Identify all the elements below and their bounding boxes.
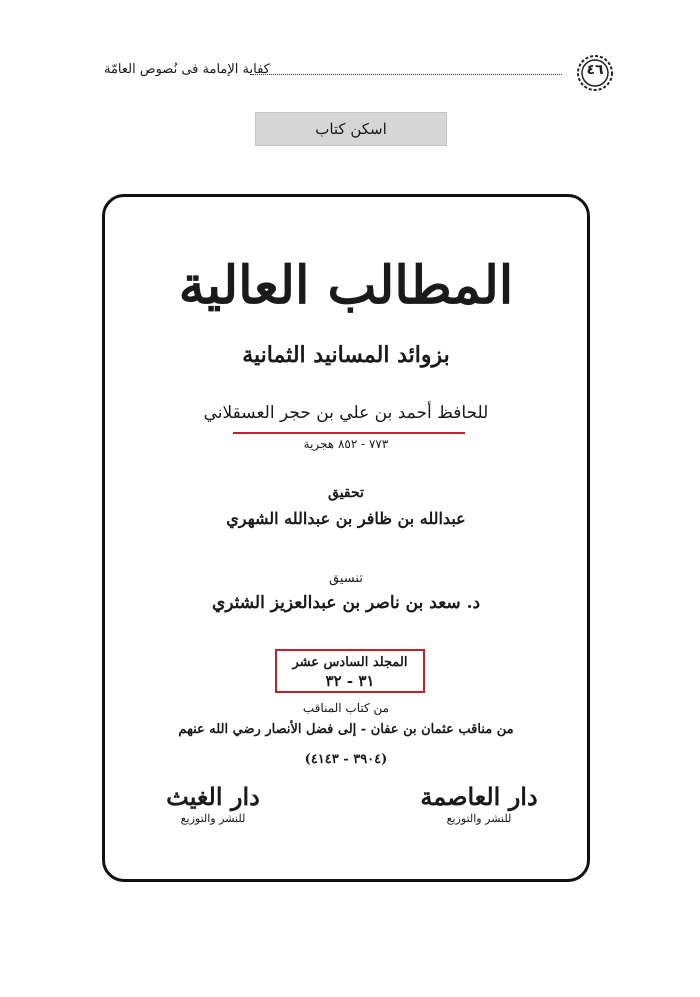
running-title: كفاية الإمامة فى نُصوص العامّة	[104, 62, 270, 77]
page-number: ٤٦	[586, 62, 604, 78]
publisher-left	[143, 782, 283, 826]
hadith-range: (٣٩٠٤ - ٤١٤٣)	[304, 752, 388, 767]
coordination-label: تنسيق	[329, 571, 363, 586]
publisher-right-name: دار العاصمة	[420, 782, 538, 811]
cover-title: المطالب العالية	[178, 255, 514, 316]
page-header	[100, 50, 620, 96]
publisher-left-tagline: للنشر والتوزيع	[180, 812, 246, 825]
publisher-left-name: دار الغيث	[166, 782, 260, 811]
publisher-right	[409, 782, 549, 826]
header-dotted-rule	[250, 74, 562, 75]
cover-author: للحافظ أحمد بن علي بن حجر العسقلاني	[203, 403, 489, 423]
book-cover	[102, 194, 590, 882]
coordination-name: د. سعد بن ناصر بن عبدالعزيز الشثري	[211, 593, 481, 613]
tahqiq-name: عبدالله بن ظافر بن عبدالله الشهري	[226, 509, 466, 528]
author-underline	[233, 432, 465, 434]
volume-name: المجلد السادس عشر	[292, 655, 408, 670]
kitab-line: من كتاب المناقب	[302, 701, 390, 715]
page-number-badge	[576, 54, 614, 92]
author-years: ٧٧٣ - ٨٥٢ هجرية	[303, 437, 389, 451]
volume-box	[275, 649, 425, 693]
cover-subtitle: بزوائد المسانيد الثمانية	[242, 342, 450, 368]
scan-label: اسكن كتاب	[255, 112, 447, 146]
section-line: من مناقب عثمان بن عفان - إلى فضل الأنصار رضي الله عنهم	[178, 722, 514, 737]
tahqiq-label: تحقيق	[328, 485, 364, 501]
publisher-right-tagline: للنشر والتوزيع	[446, 812, 512, 825]
volume-parts: ٣١ - ٣٢	[325, 672, 375, 690]
